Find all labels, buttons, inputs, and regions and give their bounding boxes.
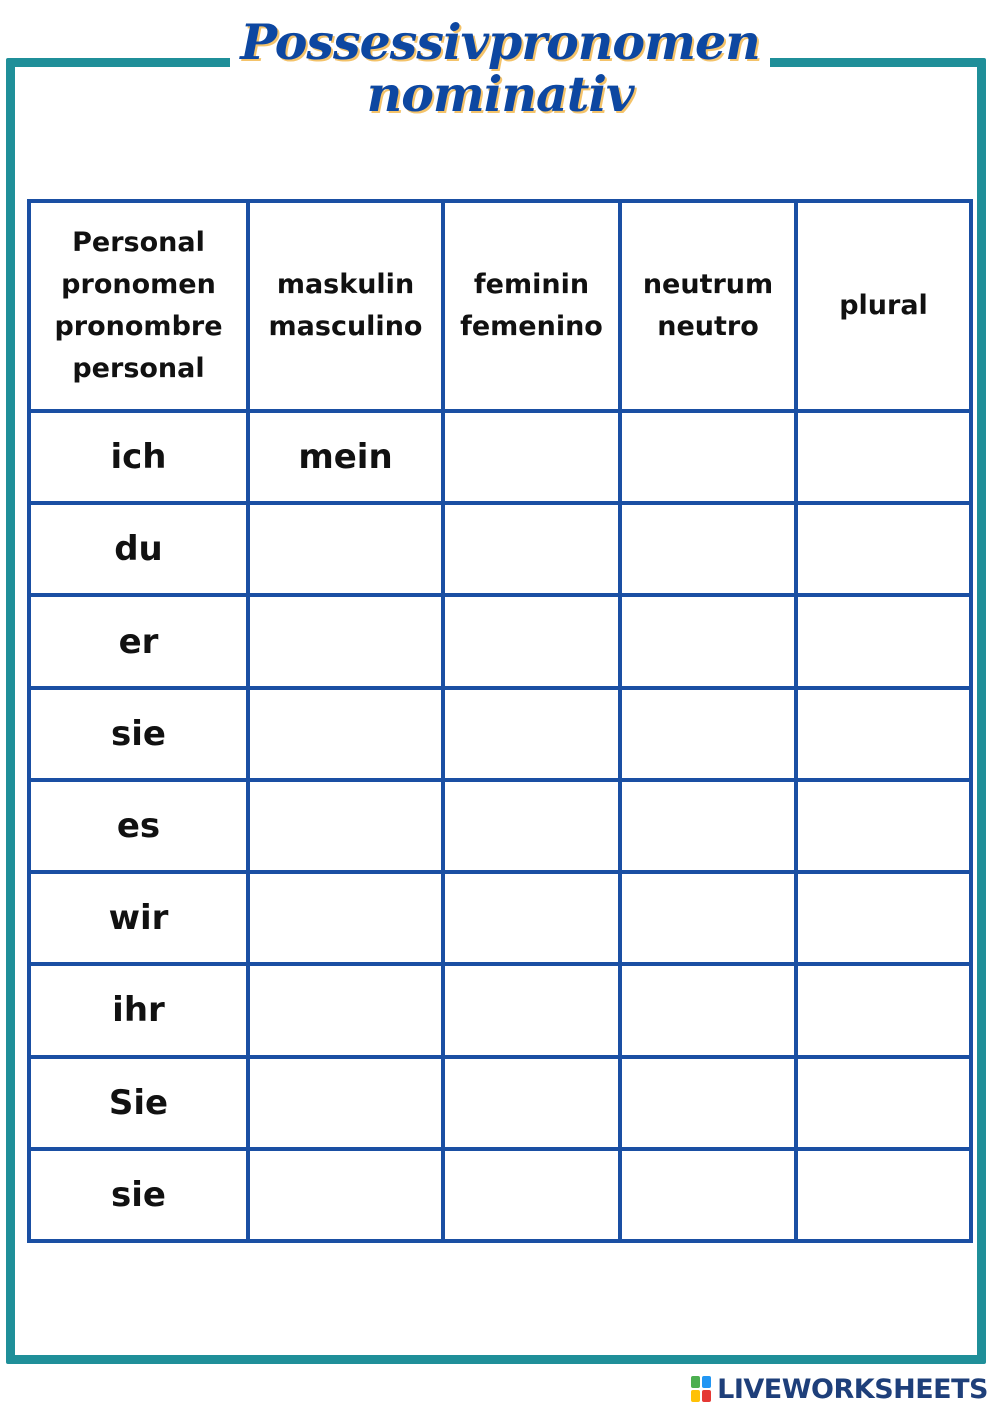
answer-cell-neuter[interactable] [620,872,796,964]
title-line-2: nominativ [366,65,634,123]
answer-cell-plural[interactable] [796,411,971,503]
pronoun-cell: ich [29,411,248,503]
answer-cell-neuter[interactable] [620,688,796,780]
header-line: neutro [657,311,759,342]
answer-cell-neuter[interactable] [620,780,796,872]
pronoun-cell: sie [29,1149,248,1241]
answer-cell-feminine[interactable] [443,411,620,503]
header-personal-pronoun [29,201,248,411]
answer-cell-neuter[interactable] [620,503,796,595]
table-row [29,503,971,595]
table-row [29,780,971,872]
table-row [29,411,971,503]
header-line: maskulin [276,269,415,300]
answer-cell-masculine[interactable] [248,1057,443,1149]
header-line: masculino [268,311,423,342]
header-line: plural [839,290,928,321]
possessive-pronoun-table [27,199,973,1243]
logo-square [702,1390,711,1402]
worksheet-title [0,14,1000,122]
answer-cell-masculine[interactable] [248,1149,443,1241]
answer-cell-plural[interactable] [796,1057,971,1149]
answer-cell-masculine[interactable] [248,780,443,872]
header-feminine [443,201,620,411]
header-neuter [620,201,796,411]
header-line: Personal [72,227,205,258]
liveworksheets-logo[interactable] [691,1372,988,1406]
table-header-row [29,201,971,411]
header-line: personal [72,353,205,384]
header-masculine [248,201,443,411]
table-row [29,1149,971,1241]
pronoun-cell: du [29,503,248,595]
logo-square [691,1376,700,1388]
answer-cell-plural[interactable] [796,595,971,687]
title-line-1: Possessivpronomen [230,14,770,70]
answer-cell-masculine[interactable] [248,503,443,595]
header-line: pronomen [61,269,216,300]
table-row [29,595,971,687]
answer-cell-feminine[interactable] [443,595,620,687]
logo-square [702,1376,711,1388]
table-row [29,1057,971,1149]
answer-cell-neuter[interactable] [620,1057,796,1149]
logo-square [691,1390,700,1402]
header-line: femenino [460,311,603,342]
answer-cell-masculine[interactable] [248,872,443,964]
answer-cell-neuter[interactable] [620,411,796,503]
answer-cell-plural[interactable] [796,780,971,872]
answer-cell-neuter[interactable] [620,964,796,1056]
answer-cell-neuter[interactable] [620,1149,796,1241]
answer-cell-feminine[interactable] [443,688,620,780]
answer-cell-plural[interactable] [796,964,971,1056]
answer-cell-masculine[interactable] [248,688,443,780]
liveworksheets-logo-icon [691,1376,711,1402]
pronoun-cell: wir [29,872,248,964]
answer-cell-feminine[interactable] [443,872,620,964]
answer-cell-plural[interactable] [796,688,971,780]
answer-cell-neuter[interactable] [620,595,796,687]
answer-cell-feminine[interactable] [443,1149,620,1241]
pronoun-cell: ihr [29,964,248,1056]
answer-cell-feminine[interactable] [443,964,620,1056]
answer-cell-plural[interactable] [796,1149,971,1241]
pronoun-cell: Sie [29,1057,248,1149]
table-row [29,688,971,780]
pronoun-cell: es [29,780,248,872]
table-row [29,872,971,964]
answer-cell-feminine[interactable] [443,1057,620,1149]
answer-cell-feminine[interactable] [443,503,620,595]
pronoun-cell: er [29,595,248,687]
answer-cell-masculine[interactable]: mein [248,411,443,503]
answer-cell-masculine[interactable] [248,964,443,1056]
answer-cell-plural[interactable] [796,872,971,964]
header-line: pronombre [54,311,223,342]
table-row [29,964,971,1056]
pronoun-cell: sie [29,688,248,780]
header-plural [796,201,971,411]
header-line: neutrum [642,269,774,300]
answer-cell-masculine[interactable] [248,595,443,687]
answer-cell-plural[interactable] [796,503,971,595]
header-line: feminin [473,269,590,300]
logo-text: LIVEWORKSHEETS [717,1373,988,1405]
answer-cell-feminine[interactable] [443,780,620,872]
